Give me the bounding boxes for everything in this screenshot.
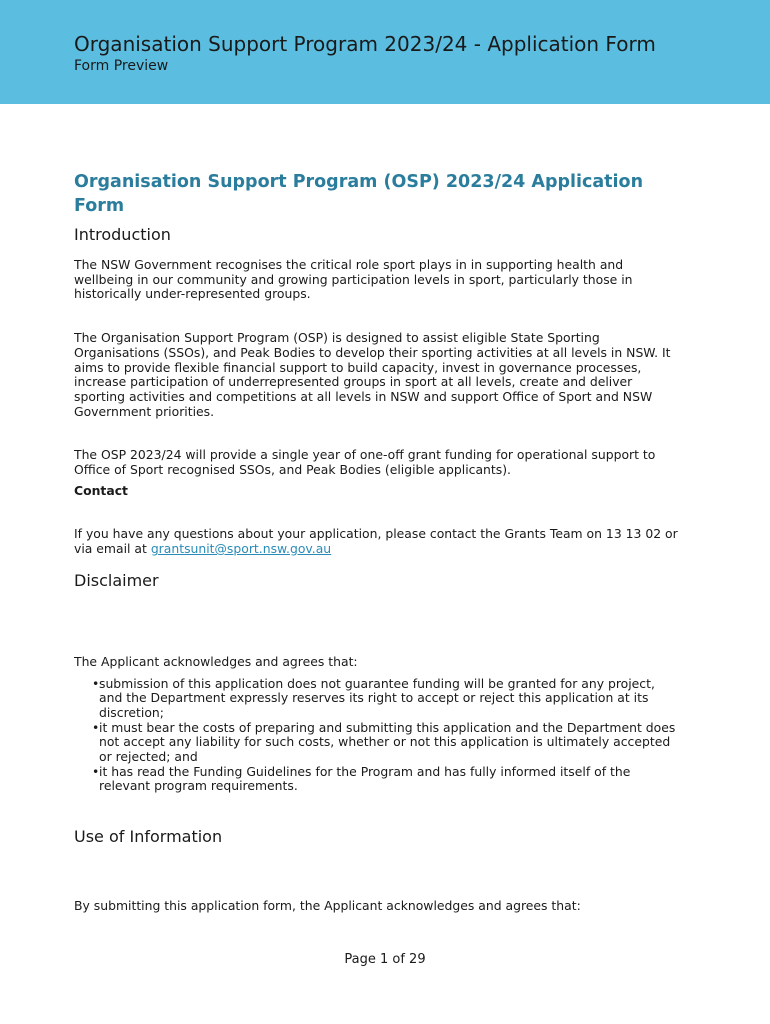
intro-paragraph-2: The Organisation Support Program (OSP) is designed to assist eligible State Sporting Organisations (SSOs), and Peak Bodies to develop their sporting activities at all levels in NSW. It aims to provide flexible financial support to build capacity, invest in governance processes, increase participation of underrepresented groups in sport at all levels, create and deliver sporting activities and competitions at all levels in NSW and support Office of Sport and NSW Government priorities. [74,330,671,419]
list-item: • it has read the Funding Guidelines for the Program and has fully informed itself of the relevant program requirements. [92,763,631,794]
form-content [74,170,679,914]
bullet-icon: • [92,763,100,779]
header-title: Organisation Support Program 2023/24 - Application Form [74,32,656,56]
page-number: Page 1 of 29 [344,952,426,967]
contact-email-link[interactable]: grantsunit@sport.nsw.gov.au [150,541,332,557]
bullet-icon: • [92,719,100,735]
contact-text: If you have any questions about your application, please contact the Grants Team on 13 13 02 or via email at [74,526,678,557]
list-item: • submission of this application does not guarantee funding will be granted for any project, and the Department expressly reserves its right to accept or reject this application at its discretion; [92,675,655,720]
contact-label: Contact [74,482,128,498]
disclaimer-list [74,677,679,795]
list-item: • it must bear the costs of preparing and submitting this application and the Department does not accept any liability for such costs, whether or not this application is ultimately accepted or rejected; and [92,719,676,765]
disclaimer-heading: Disclaimer [74,570,159,590]
intro-paragraph-1: The NSW Government recognises the critical role sport plays in in supporting health and wellbeing in our community and growing participation levels in sport, particularly those in historically under-represented groups. [74,257,633,302]
page-header [0,0,770,104]
bullet-icon: • [92,675,100,691]
header-subtitle: Form Preview [74,58,169,74]
contact-paragraph [74,527,679,556]
introduction-heading: Introduction [74,225,171,244]
disclaimer-intro: The Applicant acknowledges and agrees that: [74,653,358,669]
form-title: Organisation Support Program (OSP) 2023/24 Application Form [74,172,644,216]
intro-paragraph-3: The OSP 2023/24 will provide a single year of one-off grant funding for operational support to Office of Sport recognised SSOs, and Peak Bodies (eligible applicants). [74,447,656,478]
use-of-information-intro: By submitting this application form, the Applicant acknowledges and agrees that: [74,898,581,914]
use-of-information-heading: Use of Information [74,827,223,847]
